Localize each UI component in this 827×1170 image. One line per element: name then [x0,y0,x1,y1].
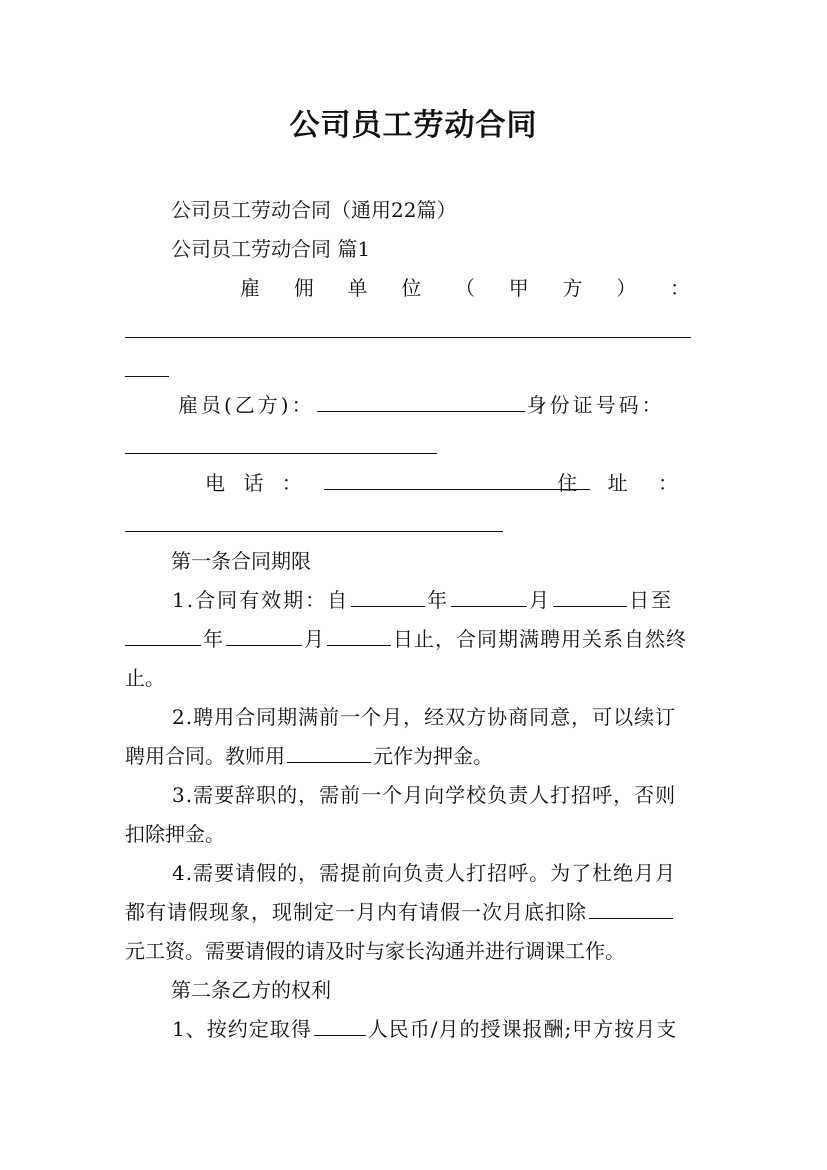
text: 日止，合同期满聘用关系自然终 [393,627,687,651]
salary-blank [314,1013,366,1036]
employer-char: ） [616,276,637,300]
employer-char: ： [670,276,690,300]
article2-heading: 第二条乙方的权利 [171,978,331,1002]
section-heading: 公司员工劳动合同 篇1 [171,237,371,261]
article2-p1-line1 [172,1012,702,1046]
article1-p2-line1: 2.聘用合同期满前一个月，经双方协商同意，可以续订 [172,705,677,729]
address-label: 住 址 ： [557,471,690,495]
article1-p4-line1: 4.需要请假的，需提前向负责人打招呼。为了杜绝月月 [172,861,677,885]
subtitle: 公司员工劳动合同（通用22篇） [171,198,457,222]
end-month-blank [226,623,302,646]
start-day-blank [553,584,627,607]
text: 月 [529,588,552,612]
start-month-blank [451,584,527,607]
article1-heading: 第一条合同期限 [171,549,311,573]
deposit-blank [287,740,371,763]
text: 都有请假现象，现制定一月内有请假一次月底扣除 [125,900,587,924]
employer-char: 位 [401,276,422,300]
end-day-blank [327,623,391,646]
employer-label [240,271,690,305]
article1-p2-line2 [125,739,705,773]
text: 1、按约定取得 [172,1017,312,1041]
document-title: 公司员工劳动合同 [289,108,538,143]
contact-line [205,466,690,500]
employer-blank-cont [125,376,169,377]
phone-blank [324,467,590,490]
text: 1.合同有效期：自 [172,588,350,612]
article1-p4-line3: 元工资。需要请假的请及时与家长沟通并进行调课工作。 [125,939,625,963]
employer-char: 甲 [508,276,529,300]
end-year-blank [125,623,201,646]
deduction-blank [589,896,673,919]
article1-p3-line1: 3.需要辞职的，需前一个月向学校负责人打招呼，否则 [172,783,677,807]
text: 日至 [629,588,674,612]
article1-p1-line1 [172,583,702,617]
text: 人民币/月的授课报酬;甲方按月支 [367,1017,678,1041]
employer-char: 佣 [293,276,314,300]
article1-p1-line2 [125,622,705,656]
employer-char: 雇 [240,276,260,300]
text: 年 [427,588,450,612]
article1-p1-line3: 止。 [125,666,165,690]
text: 月 [304,627,325,651]
text: 聘用合同。教师用 [125,744,285,768]
phone-label: 电 话 ： [205,471,308,495]
id-number-blank [125,453,437,454]
start-year-blank [351,584,425,607]
employee-name-blank [317,389,525,412]
employee-line [178,388,690,422]
id-number-label: 身份证号码： [526,393,665,417]
text: 元作为押金。 [373,744,493,768]
address-blank [125,531,503,532]
employer-char: 单 [347,276,368,300]
employer-blank [125,337,691,338]
article1-p4-line2 [125,895,705,929]
employer-char: （ [455,276,475,300]
employee-label: 雇员(乙方)： [178,393,315,417]
article1-p3-line2: 扣除押金。 [125,822,225,846]
text: 年 [203,627,224,651]
employer-char: 方 [562,276,583,300]
